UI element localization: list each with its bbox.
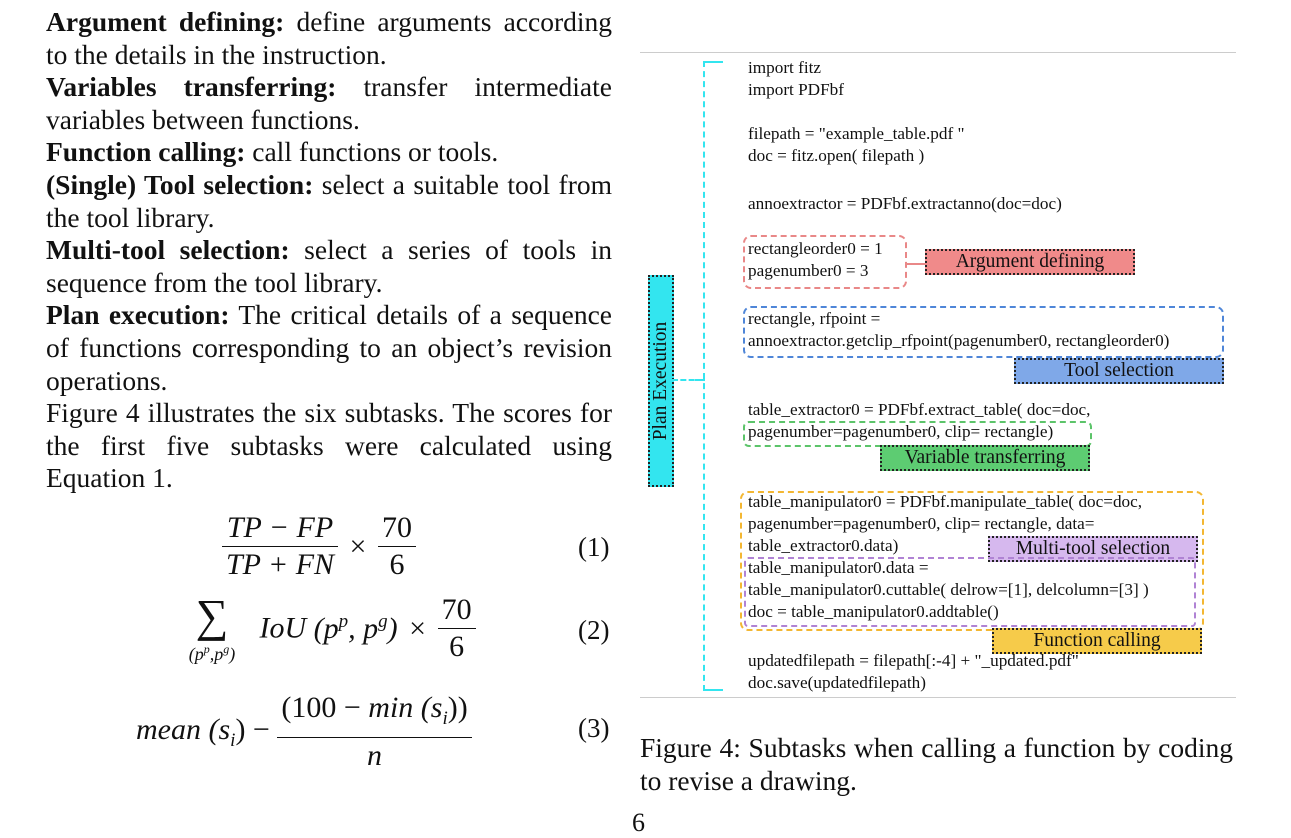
- code-save: updatedfilepath = filepath[:-4] + "_updated.pdf" doc.save(updatedfilepath): [748, 651, 1079, 692]
- code-cuttable: table_manipulator0.data = table_manipulator0.cuttable( delrow=[1], delcolumn=[3] ) doc = table_manipulator0.addtable(): [748, 558, 1149, 621]
- def-argument-text: define arguments according to the details in the instruction.: [46, 6, 612, 70]
- eq2-const-num: 70: [438, 592, 476, 629]
- eq2-times: ×: [409, 611, 427, 645]
- equation-2: [172, 592, 476, 665]
- eq3-num-min: min: [368, 691, 414, 724]
- eq2-open: (p: [306, 612, 339, 645]
- figure-caption: Figure 4: Subtasks when calling a function by coding to revise a drawing.: [640, 732, 1233, 796]
- argument-defining-tag: Argument defining: [925, 249, 1135, 275]
- plan-bracket: [703, 61, 723, 691]
- figure-reference: Figure 4 illustrates the six subtasks. The scores for the first five subtasks were calculated using Equation 1.: [46, 397, 612, 494]
- eq1-fraction: [222, 510, 338, 583]
- def-function: [46, 136, 612, 169]
- code-tool: rectangle, rfpoint = annoextractor.getclip_rfpoint(pagenumber0, rectangleorder0): [748, 309, 1170, 350]
- eq2-label: (2): [578, 615, 610, 645]
- def-multi-tool-text: select a series of tools in sequence from the tool library.: [46, 234, 613, 298]
- code-filepath: filepath = "example_table.pdf " doc = fitz.open( filepath ): [748, 124, 965, 165]
- function-calling-tag: Function calling: [992, 628, 1202, 654]
- def-function-label: Function calling:: [46, 136, 246, 168]
- def-variable-text: transfer intermediate variables between functions.: [46, 71, 612, 135]
- def-plan: [46, 299, 612, 397]
- eq2-sum-block: [172, 590, 252, 664]
- code-imports: import fitz import PDFbf: [748, 58, 844, 99]
- eq2-const-den: 6: [449, 630, 465, 663]
- eq3-fraction: [277, 690, 471, 774]
- eq1-numerator: TP − FP: [222, 510, 338, 547]
- def-function-text: call functions or tools.: [245, 136, 499, 168]
- eq2-sub-comma: ,p: [209, 644, 224, 664]
- argument-connector: [905, 263, 925, 265]
- eq3-mean: mean: [136, 712, 201, 746]
- eq2-sub-close: ): [229, 644, 236, 664]
- eq2-g-sup: g: [378, 611, 388, 632]
- variable-box: [743, 421, 1092, 447]
- eq3-label: (3): [578, 713, 610, 743]
- eq3-numerator: [277, 690, 471, 738]
- def-single-tool-label: (Single) Tool selection:: [46, 168, 314, 200]
- eq3-num-a: (100 −: [281, 691, 369, 724]
- eq2-sub-open: (p: [188, 644, 204, 664]
- eq3-num-i: i: [442, 708, 448, 729]
- eq2-mid: , p: [348, 612, 379, 645]
- eq1-times: ×: [349, 529, 367, 563]
- eq2-const: [438, 592, 476, 665]
- def-argument: [46, 6, 612, 71]
- eq1-label: (1): [578, 532, 610, 562]
- eq1-denominator: TP + FN: [226, 548, 335, 581]
- multi-tool-selection-tag: Multi-tool selection: [988, 536, 1198, 562]
- code-manipulate: table_manipulator0 = PDFbf.manipulate_table( doc=doc, pagenumber=pagenumber0, clip= rectangle, data= table_extractor0.data): [748, 492, 1143, 555]
- eq1-const: [378, 510, 416, 583]
- def-single-tool: [46, 169, 612, 234]
- def-single-tool-text: select a suitable tool from the tool library.: [46, 168, 613, 233]
- def-variable: [46, 71, 612, 136]
- eq2-close: ): [387, 612, 398, 645]
- eq2-p-sup: p: [338, 611, 349, 632]
- eq3-arg: (s: [200, 712, 231, 746]
- def-multi-tool: [46, 234, 612, 299]
- figure-4: [640, 52, 1236, 698]
- code-arguments: rectangleorder0 = 1 pagenumber0 = 3: [748, 239, 883, 280]
- tool-selection-tag: Tool selection: [1014, 358, 1224, 384]
- eq2-args: [306, 612, 398, 645]
- eq2-sum: ∑: [195, 590, 229, 641]
- equation-1: [222, 510, 416, 583]
- def-variable-label: Variables transferring:: [46, 71, 337, 103]
- def-argument-label: Argument defining:: [46, 6, 285, 37]
- eq3-i: i: [230, 729, 236, 751]
- eq2-sub-p: p: [203, 642, 210, 656]
- code-extract-line1: table_extractor0 = PDFbf.extract_table( doc=doc, pagenumber=pagenumber0, clip= rectangle): [748, 400, 1091, 441]
- eq3-left: [136, 712, 270, 751]
- def-plan-label: Plan execution:: [46, 299, 230, 331]
- eq1-const-den: 6: [389, 548, 405, 581]
- eq3-num-b: (s: [413, 691, 443, 724]
- code-annoextractor: annoextractor = PDFbf.extractanno(doc=doc): [748, 194, 1062, 213]
- plan-execution-label: Plan Execution: [650, 321, 671, 441]
- variable-transferring-tag: Variable transferring: [880, 445, 1090, 471]
- eq2-iou: IoU: [259, 611, 307, 645]
- eq2-sub-g: g: [223, 642, 230, 656]
- eq2-subscript: [172, 639, 252, 664]
- def-plan-text: The critical details of a sequence of functions corresponding to an object’s revision operations.: [46, 299, 612, 396]
- eq3-num-c: )): [447, 691, 468, 724]
- plan-execution-tag: [648, 275, 674, 487]
- eq3-close: ) −: [235, 712, 270, 746]
- equation-3: [136, 690, 472, 774]
- plan-connector-tick: [695, 379, 705, 381]
- eq3-denominator: n: [367, 739, 383, 772]
- eq1-const-num: 70: [378, 510, 416, 547]
- def-multi-tool-label: Multi-tool selection:: [46, 234, 290, 266]
- page-number: 6: [632, 808, 645, 837]
- left-column: [46, 6, 612, 495]
